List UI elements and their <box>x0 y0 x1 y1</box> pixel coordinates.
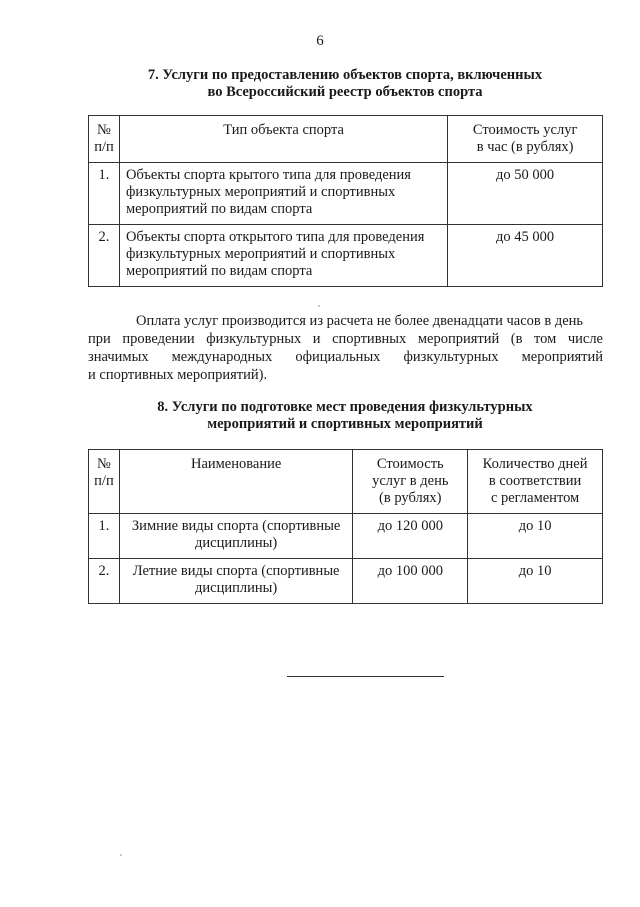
header-number <box>89 116 120 163</box>
venue-preparation-table <box>88 449 603 604</box>
section-7-heading <box>88 67 602 101</box>
header-text: услуг в день <box>372 473 449 489</box>
cell-text: физкультурных мероприятий и спортивных <box>125 184 396 200</box>
scan-speck <box>120 854 122 856</box>
section-8-heading-line: мероприятий и спортивных мероприятий <box>207 416 483 432</box>
row-days: до 10 <box>468 514 603 559</box>
table-row <box>89 163 603 225</box>
cell-text: мероприятий по видам спорта <box>125 201 313 217</box>
scan-speck <box>318 305 320 307</box>
cell-text: дисциплины) <box>195 535 278 551</box>
table-row <box>89 514 603 559</box>
header-text: Тип объекта спорта <box>223 122 344 138</box>
header-text: с регламентом <box>490 490 580 506</box>
header-text: п/п <box>94 139 114 155</box>
cell-text: Объекты спорта крытого типа для проведения <box>125 167 411 183</box>
header-text: № <box>97 456 111 472</box>
section-7-heading-line: 7. Услуги по предоставлению объектов спорта, включенных <box>147 67 543 83</box>
header-name <box>119 450 352 514</box>
row-cost: до 50 000 <box>448 163 603 225</box>
header-type <box>119 116 447 163</box>
row-days: до 10 <box>468 559 603 604</box>
cell-text: Зимние виды спорта (спортивные <box>131 518 341 534</box>
header-text: Стоимость <box>376 456 444 472</box>
header-text: Наименование <box>190 456 282 472</box>
header-text: № <box>97 122 111 138</box>
row-facility-type <box>119 225 447 287</box>
section-7-heading-line: во Всероссийский реестр объектов спорта <box>207 84 483 100</box>
section-8-heading <box>88 399 602 433</box>
cell-text: Летние виды спорта (спортивные <box>132 563 340 579</box>
row-cost: до 120 000 <box>353 514 468 559</box>
note-line: и спортивных мероприятий). <box>88 367 268 383</box>
payment-note <box>88 312 603 384</box>
sports-facilities-table <box>88 115 603 287</box>
row-number: 2. <box>89 225 120 287</box>
note-line: значимых международных официальных физкультурных мероприятий <box>88 349 603 365</box>
row-cost: до 45 000 <box>448 225 603 287</box>
row-name <box>119 514 352 559</box>
header-text: (в рублях) <box>379 490 442 506</box>
row-facility-type <box>119 163 447 225</box>
page-number: 6 <box>316 33 324 49</box>
header-days <box>468 450 603 514</box>
header-text: в соответствии <box>488 473 582 489</box>
table-header-row <box>89 450 603 514</box>
header-number <box>89 450 120 514</box>
row-number: 2. <box>89 559 120 604</box>
table-row <box>89 225 603 287</box>
table-header-row <box>89 116 603 163</box>
header-text: Количество дней <box>482 456 588 472</box>
row-name <box>119 559 352 604</box>
header-text: Стоимость услуг <box>472 122 578 138</box>
note-line: Оплата услуг производится из расчета не более двенадцати часов в день <box>136 313 584 329</box>
header-cost <box>353 450 468 514</box>
row-cost: до 100 000 <box>353 559 468 604</box>
cell-text: дисциплины) <box>195 580 278 596</box>
cell-text: физкультурных мероприятий и спортивных <box>125 246 396 262</box>
section-8-heading-line: 8. Услуги по подготовке мест проведения физкультурных <box>157 399 533 415</box>
header-text: в час (в рублях) <box>476 139 574 155</box>
row-number: 1. <box>89 163 120 225</box>
header-cost <box>448 116 603 163</box>
table-row <box>89 559 603 604</box>
cell-text: Объекты спорта открытого типа для проведения <box>125 229 425 245</box>
end-separator-line <box>287 676 444 677</box>
cell-text: мероприятий по видам спорта <box>125 263 313 279</box>
note-line: при проведении физкультурных и спортивных мероприятий (в том числе <box>88 331 603 347</box>
row-number: 1. <box>89 514 120 559</box>
header-text: п/п <box>94 473 114 489</box>
